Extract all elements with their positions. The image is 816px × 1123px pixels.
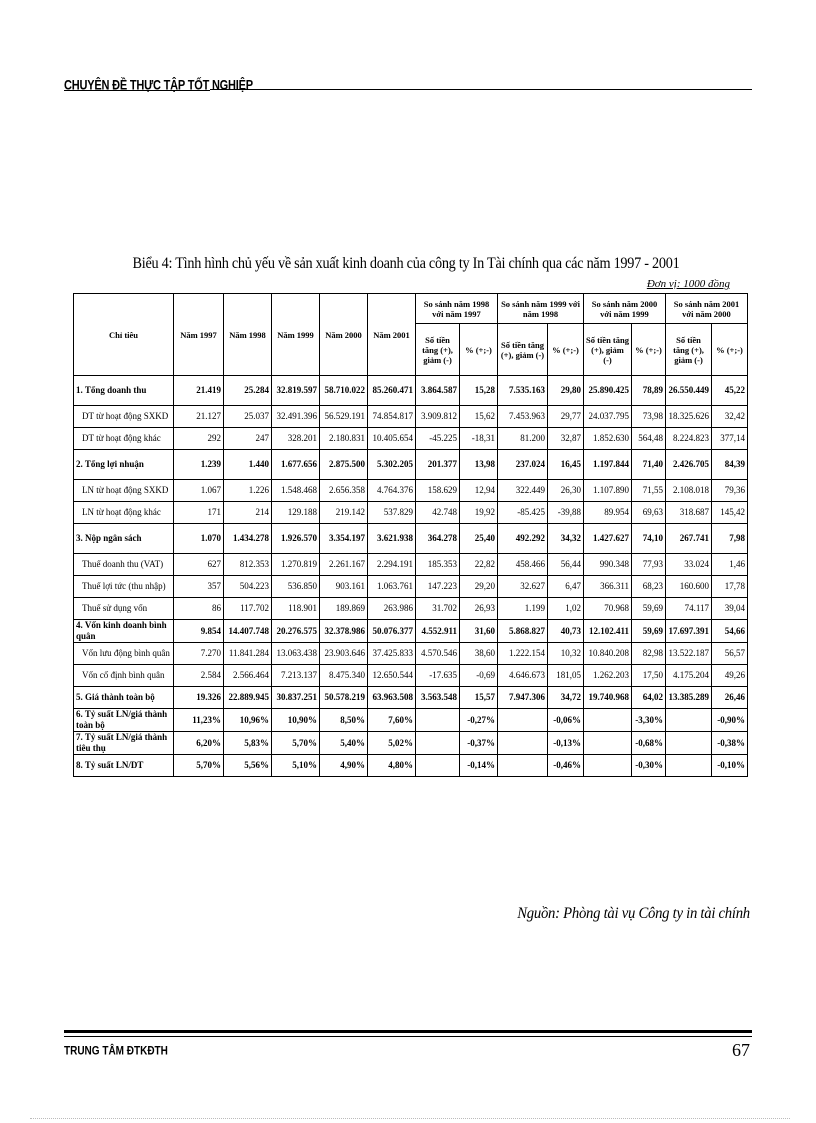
cell-value: 9.854 [174,620,224,643]
header-amount: Số tiền tăng (+), giảm (-) [498,324,548,376]
cell-value: 1.063.761 [368,576,416,598]
unit-note: Đơn vị: 1000 đồng [646,278,730,290]
cell-value: 78,89 [632,376,666,406]
cell-value: 56,57 [712,643,748,665]
row-label: 7. Tỷ suất LN/giá thành tiêu thụ [74,732,174,755]
cell-value: 5,10% [272,755,320,777]
cell-value: 56.529.191 [320,406,368,428]
cell-value: 1.262.203 [584,665,632,687]
cell-value: 2.180.831 [320,428,368,450]
cell-value: 1.926.570 [272,524,320,554]
cell-value: 1.222.154 [498,643,548,665]
header-underline [64,90,210,91]
cell-value: 2.875.500 [320,450,368,480]
cell-value: 86 [174,598,224,620]
cell-value: 185.353 [416,554,460,576]
cell-value: 31,60 [460,620,498,643]
cell-value: 364.278 [416,524,460,554]
cell-value: 3.354.197 [320,524,368,554]
header-amount: Số tiền tăng (+), giảm (-) [666,324,712,376]
cell-value: 25.284 [224,376,272,406]
cell-value: 25.890.425 [584,376,632,406]
cell-value: 26,46 [712,687,748,709]
cell-value: 31.702 [416,598,460,620]
cell-value: 1.199 [498,598,548,620]
cell-value: 237.024 [498,450,548,480]
cell-value: 1.107.890 [584,480,632,502]
cell-value: 40,73 [548,620,584,643]
cell-value: 15,57 [460,687,498,709]
cell-value: 15,62 [460,406,498,428]
cell-value: 74,10 [632,524,666,554]
cell-value: 4.570.546 [416,643,460,665]
cell-value: 21.419 [174,376,224,406]
row-label: 5. Giá thành toàn bộ [74,687,174,709]
table-row [74,643,748,665]
header-pct: % (+;-) [460,324,498,376]
header-amount: Số tiền tăng (+), giảm (-) [584,324,632,376]
cell-value: 17,50 [632,665,666,687]
row-label: Thuế doanh thu (VAT) [74,554,174,576]
cell-value: -0,46% [548,755,584,777]
footer-center-name: TRUNG TÂM ĐTKĐTH [64,1045,168,1059]
cell-value: 23.903.646 [320,643,368,665]
table-row [74,665,748,687]
cell-value: 1.852.630 [584,428,632,450]
row-label: Vốn cố định bình quân [74,665,174,687]
header-compare-2000: So sánh năm 2000 với năm 1999 [584,294,666,324]
cell-value: 564,48 [632,428,666,450]
cell-value: 10.405.654 [368,428,416,450]
cell-value: 4,80% [368,755,416,777]
cell-value: 328.201 [272,428,320,450]
cell-value: 214 [224,502,272,524]
cell-value: 12,94 [460,480,498,502]
header-compare-1999: So sánh năm 1999 với năm 1998 [498,294,584,324]
cell-value: 59,69 [632,598,666,620]
cell-value: 18.325.626 [666,406,712,428]
table-row [74,687,748,709]
cell-value: 129.188 [272,502,320,524]
row-label: 1. Tổng doanh thu [74,376,174,406]
cell-value [498,732,548,755]
cell-value: 5,83% [224,732,272,755]
cell-value: -45.225 [416,428,460,450]
cell-value: 5,40% [320,732,368,755]
header-chitieu: Chỉ tiêu [74,294,174,376]
cell-value: -39,88 [548,502,584,524]
header-year-2000: Năm 2000 [320,294,368,376]
cell-value: 81.200 [498,428,548,450]
page-bottom-dotted-rule [30,1118,790,1119]
cell-value: 181,05 [548,665,584,687]
table-row [74,502,748,524]
cell-value: 58.710.022 [320,376,368,406]
cell-value: 29,20 [460,576,498,598]
cell-value: 15,28 [460,376,498,406]
cell-value: 1.067 [174,480,224,502]
cell-value: 32.627 [498,576,548,598]
table-row [74,480,748,502]
cell-value: 903.161 [320,576,368,598]
cell-value: 68,23 [632,576,666,598]
cell-value: 26.550.449 [666,376,712,406]
cell-value: 117.702 [224,598,272,620]
header-compare-1998: So sánh năm 1998 với năm 1997 [416,294,498,324]
cell-value: 1.427.627 [584,524,632,554]
cell-value: 25.037 [224,406,272,428]
cell-value: 29,77 [548,406,584,428]
cell-value: 263.986 [368,598,416,620]
cell-value: 1.548.468 [272,480,320,502]
cell-value: 7.947.306 [498,687,548,709]
cell-value: 5.302.205 [368,450,416,480]
table-row [74,524,748,554]
cell-value: 25,40 [460,524,498,554]
cell-value: 5,56% [224,755,272,777]
cell-value: 4.552.911 [416,620,460,643]
header-pct: % (+;-) [548,324,584,376]
cell-value: 14.407.748 [224,620,272,643]
header-year-2001: Năm 2001 [368,294,416,376]
table-row [74,554,748,576]
cell-value: 5,70% [272,732,320,755]
cell-value: 247 [224,428,272,450]
cell-value: -0,38% [712,732,748,755]
cell-value: -0,68% [632,732,666,755]
cell-value: 219.142 [320,502,368,524]
table-caption: Biểu 4: Tình hình chủ yếu về sản xuất kinh doanh của công ty In Tài chính qua các năm 1997 - 2001 [132,255,680,272]
cell-value: 73,98 [632,406,666,428]
cell-value: -18,31 [460,428,498,450]
header-rule [210,89,752,90]
cell-value: 2.656.358 [320,480,368,502]
cell-value [416,732,460,755]
row-label: 8. Tỷ suất LN/DT [74,755,174,777]
cell-value: -0,06% [548,709,584,732]
business-results-table [73,293,748,777]
cell-value: 45,22 [712,376,748,406]
cell-value: 3.864.587 [416,376,460,406]
cell-value [584,755,632,777]
cell-value: 22.889.945 [224,687,272,709]
cell-value: 171 [174,502,224,524]
cell-value: 11.841.284 [224,643,272,665]
cell-value: 64,02 [632,687,666,709]
cell-value: 17,78 [712,576,748,598]
cell-value: 39,04 [712,598,748,620]
cell-value: 3.621.938 [368,524,416,554]
cell-value: 4.764.376 [368,480,416,502]
cell-value: 7,60% [368,709,416,732]
cell-value: 13.063.438 [272,643,320,665]
cell-value: 492.292 [498,524,548,554]
cell-value: 5,70% [174,755,224,777]
source-note: Nguồn: Phòng tài vụ Công ty in tài chính [517,905,750,922]
footer-rule-thick [64,1030,752,1033]
row-label: 4. Vốn kinh doanh bình quân [74,620,174,643]
cell-value: 29,80 [548,376,584,406]
cell-value: 71,55 [632,480,666,502]
cell-value: 2.294.191 [368,554,416,576]
table-row [74,620,748,643]
cell-value: 21.127 [174,406,224,428]
cell-value: 812.353 [224,554,272,576]
cell-value: 3.563.548 [416,687,460,709]
cell-value: 24.037.795 [584,406,632,428]
header-compare-2001: So sánh năm 2001 với năm 2000 [666,294,748,324]
cell-value [666,732,712,755]
cell-value: 537.829 [368,502,416,524]
cell-value: 22,82 [460,554,498,576]
cell-value: 4.646.673 [498,665,548,687]
cell-value: 357 [174,576,224,598]
cell-value: 536.850 [272,576,320,598]
cell-value: 504.223 [224,576,272,598]
header-year-1997: Năm 1997 [174,294,224,376]
cell-value: 69,63 [632,502,666,524]
cell-value [666,755,712,777]
cell-value: 1.434.278 [224,524,272,554]
cell-value: 32.378.986 [320,620,368,643]
cell-value: 1,46 [712,554,748,576]
cell-value [498,709,548,732]
cell-value: 318.687 [666,502,712,524]
cell-value: 84,39 [712,450,748,480]
cell-value: 32,87 [548,428,584,450]
cell-value: 2.108.018 [666,480,712,502]
cell-value [584,732,632,755]
cell-value: 42.748 [416,502,460,524]
cell-value: 13.522.187 [666,643,712,665]
table-row [74,755,748,777]
cell-value: 19.740.968 [584,687,632,709]
cell-value: 627 [174,554,224,576]
cell-value: -17.635 [416,665,460,687]
row-label: 6. Tỷ suất LN/giá thành toàn bộ [74,709,174,732]
cell-value: 38,60 [460,643,498,665]
cell-value: 4.175.204 [666,665,712,687]
cell-value: -0,90% [712,709,748,732]
cell-value: 26,30 [548,480,584,502]
row-label: LN từ hoạt động khác [74,502,174,524]
cell-value: 5,02% [368,732,416,755]
row-label: 3. Nộp ngân sách [74,524,174,554]
cell-value: 32.819.597 [272,376,320,406]
cell-value [416,755,460,777]
cell-value: 10.840.208 [584,643,632,665]
cell-value: 292 [174,428,224,450]
cell-value: 1.239 [174,450,224,480]
cell-value: -0,14% [460,755,498,777]
cell-value: 82,98 [632,643,666,665]
cell-value: 56,44 [548,554,584,576]
cell-value: 7.213.137 [272,665,320,687]
cell-value: 11,23% [174,709,224,732]
row-label: DT từ hoạt động SXKD [74,406,174,428]
cell-value: -85.425 [498,502,548,524]
cell-value: 6,20% [174,732,224,755]
row-label: Thuế lợi tức (thu nhập) [74,576,174,598]
header-pct: % (+;-) [632,324,666,376]
document-header-title: CHUYÊN ĐỀ THỰC TẬP TỐT NGHIỆP [64,78,253,93]
cell-value: 26,93 [460,598,498,620]
header-year-1999: Năm 1999 [272,294,320,376]
cell-value: -0,13% [548,732,584,755]
cell-value: 1.226 [224,480,272,502]
table-row [74,576,748,598]
cell-value: 70.968 [584,598,632,620]
cell-value: 89.954 [584,502,632,524]
table-row [74,376,748,406]
cell-value: 50.076.377 [368,620,416,643]
cell-value: 7.535.163 [498,376,548,406]
cell-value: 2.584 [174,665,224,687]
cell-value: 13.385.289 [666,687,712,709]
cell-value: 79,36 [712,480,748,502]
cell-value: 118.901 [272,598,320,620]
cell-value: -0,10% [712,755,748,777]
cell-value: 3.909.812 [416,406,460,428]
cell-value: 20.276.575 [272,620,320,643]
table-row [74,450,748,480]
header-amount: Số tiền tăng (+), giảm (-) [416,324,460,376]
cell-value: 12.102.411 [584,620,632,643]
cell-value [498,755,548,777]
cell-value: 145,42 [712,502,748,524]
cell-value: 85.260.471 [368,376,416,406]
cell-value: 12.650.544 [368,665,416,687]
cell-value: 201.377 [416,450,460,480]
cell-value: 990.348 [584,554,632,576]
cell-value: -0,69 [460,665,498,687]
cell-value: 32,42 [712,406,748,428]
cell-value: -0,27% [460,709,498,732]
cell-value: 19.326 [174,687,224,709]
cell-value: 10,32 [548,643,584,665]
table-row [74,709,748,732]
cell-value: 59,69 [632,620,666,643]
table-row [74,598,748,620]
footer-rule-thin [64,1036,752,1037]
cell-value: 1.677.656 [272,450,320,480]
table-body [74,376,748,777]
cell-value: 16,45 [548,450,584,480]
cell-value: 10,90% [272,709,320,732]
header-year-1998: Năm 1998 [224,294,272,376]
table-row [74,732,748,755]
cell-value: 4,90% [320,755,368,777]
cell-value: 63.963.508 [368,687,416,709]
cell-value: 7,98 [712,524,748,554]
row-label: 2. Tổng lợi nhuận [74,450,174,480]
cell-value: 322.449 [498,480,548,502]
cell-value: 158.629 [416,480,460,502]
cell-value: 1,02 [548,598,584,620]
cell-value: 74.117 [666,598,712,620]
cell-value: 458.466 [498,554,548,576]
cell-value: 377,14 [712,428,748,450]
row-label: Vốn lưu động bình quân [74,643,174,665]
cell-value: 8,50% [320,709,368,732]
cell-value [584,709,632,732]
cell-value: 8.224.823 [666,428,712,450]
cell-value: -0,37% [460,732,498,755]
cell-value [416,709,460,732]
cell-value: 50.578.219 [320,687,368,709]
cell-value: -0,30% [632,755,666,777]
row-label: Thuế sử dụng vốn [74,598,174,620]
cell-value: 2.566.464 [224,665,272,687]
cell-value: 49,26 [712,665,748,687]
cell-value [666,709,712,732]
cell-value: 10,96% [224,709,272,732]
cell-value: 33.024 [666,554,712,576]
cell-value: 2.426.705 [666,450,712,480]
row-label: DT từ hoạt động khác [74,428,174,450]
cell-value: 54,66 [712,620,748,643]
table-row [74,406,748,428]
cell-value: 366.311 [584,576,632,598]
cell-value: 1.270.819 [272,554,320,576]
cell-value: 17.697.391 [666,620,712,643]
table-row [74,428,748,450]
cell-value: 1.197.844 [584,450,632,480]
cell-value: 1.440 [224,450,272,480]
row-label: LN từ hoạt động SXKD [74,480,174,502]
cell-value: 37.425.833 [368,643,416,665]
cell-value: 13,98 [460,450,498,480]
cell-value: 1.070 [174,524,224,554]
cell-value: 30.837.251 [272,687,320,709]
cell-value: 189.869 [320,598,368,620]
cell-value: 34,32 [548,524,584,554]
cell-value: 7.453.963 [498,406,548,428]
cell-value: 77,93 [632,554,666,576]
cell-value: 34,72 [548,687,584,709]
cell-value: 71,40 [632,450,666,480]
cell-value: 147.223 [416,576,460,598]
cell-value: 7.270 [174,643,224,665]
cell-value: 19,92 [460,502,498,524]
cell-value: 8.475.340 [320,665,368,687]
cell-value: 267.741 [666,524,712,554]
cell-value: -3,30% [632,709,666,732]
page-number: 67 [732,1040,750,1060]
header-pct: % (+;-) [712,324,748,376]
cell-value: 160.600 [666,576,712,598]
cell-value: 2.261.167 [320,554,368,576]
cell-value: 5.868.827 [498,620,548,643]
cell-value: 74.854.817 [368,406,416,428]
cell-value: 6,47 [548,576,584,598]
cell-value: 32.491.396 [272,406,320,428]
